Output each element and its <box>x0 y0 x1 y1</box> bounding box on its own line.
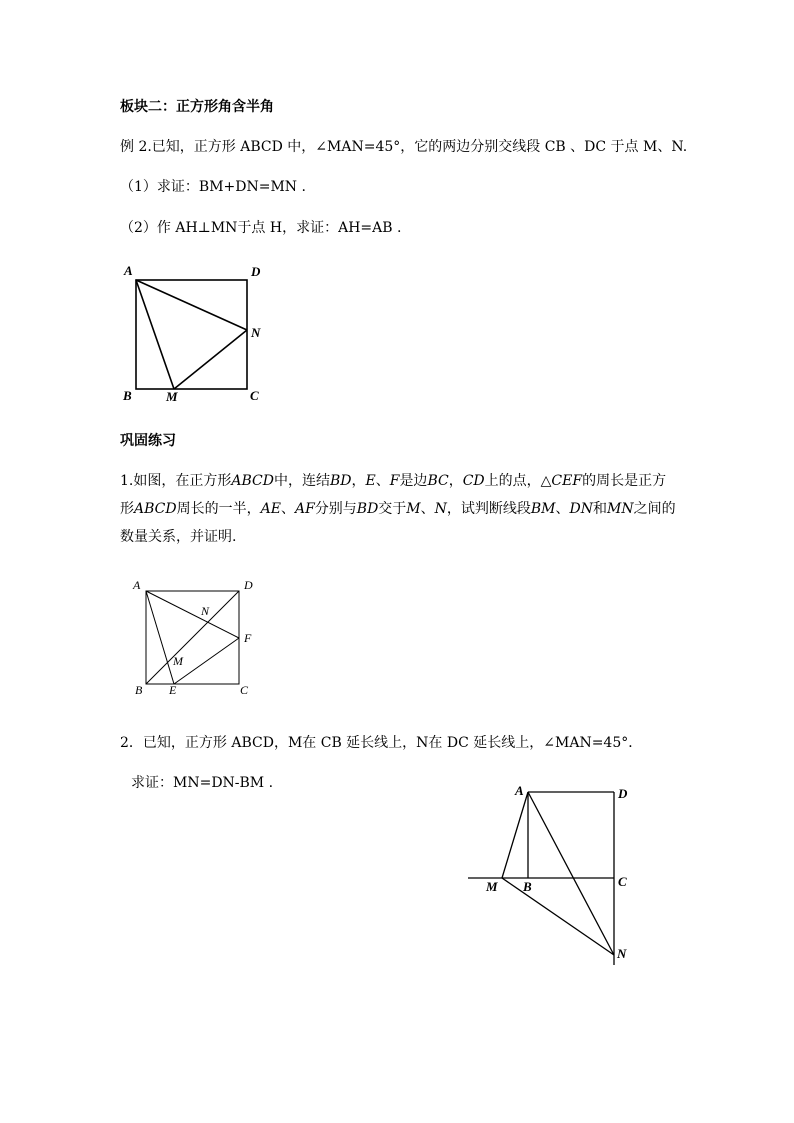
fig2-label-C: C <box>240 683 249 697</box>
section-title: 板块二：正方形角含半角 <box>120 99 274 115</box>
fig3-label-A: A <box>515 783 524 798</box>
fig2-label-E: E <box>169 683 177 697</box>
fig2-label-D: D <box>244 578 253 592</box>
example-part2: （2）作 AH⊥MN于点 H，求证：AH=AB . <box>120 220 402 236</box>
fig3-line-MN <box>502 878 614 955</box>
fig2-label-A: A <box>133 578 141 592</box>
fig3-line-AN <box>528 792 614 955</box>
example-stem: 例 2.已知，正方形 ABCD 中，∠MAN=45°，它的两边分别交线段 CB 、DC 于点 M、N. <box>120 139 688 155</box>
problem2-prove: 求证：MN=DN-BM . <box>131 775 274 791</box>
fig1-label-C: C <box>250 388 259 403</box>
fig1-label-A: A <box>124 263 133 278</box>
fig3-label-B: B <box>523 879 532 894</box>
fig2-label-N: N <box>201 604 210 618</box>
fig3-label-D: D <box>618 786 628 801</box>
fig1-label-B: B <box>123 388 132 403</box>
practice-title: 巩固练习 <box>120 433 176 449</box>
example-part1: （1）求证：BM+DN=MN . <box>120 179 306 195</box>
fig3-label-C: C <box>618 874 627 889</box>
fig1-label-D: D <box>251 264 261 279</box>
fig3-label-M: M <box>486 879 498 894</box>
fig3-label-N: N <box>617 946 627 961</box>
problem1-line2: 形ABCD周长的一半，AE、AF分别与BD交于M、N，试判断线段BM、DN和MN之间的 <box>120 501 676 517</box>
fig3-line-AM <box>502 792 528 878</box>
problem2-stem: 2．已知，正方形 ABCD，M在 CB 延长线上，N在 DC 延长线上，∠MAN=45°． <box>120 735 643 751</box>
fig2-label-F: F <box>244 631 252 645</box>
fig1-label-N: N <box>251 325 261 340</box>
problem1-line1: 1.如图，在正方形ABCD中，连结BD，E、F是边BC，CD上的点，△CEF的周长是正方 <box>120 473 667 489</box>
problem1-line3: 数量关系，并证明. <box>120 529 237 545</box>
fig2-label-M: M <box>173 654 183 668</box>
fig1-label-M: M <box>166 389 178 404</box>
fig2-label-B: B <box>135 683 143 697</box>
